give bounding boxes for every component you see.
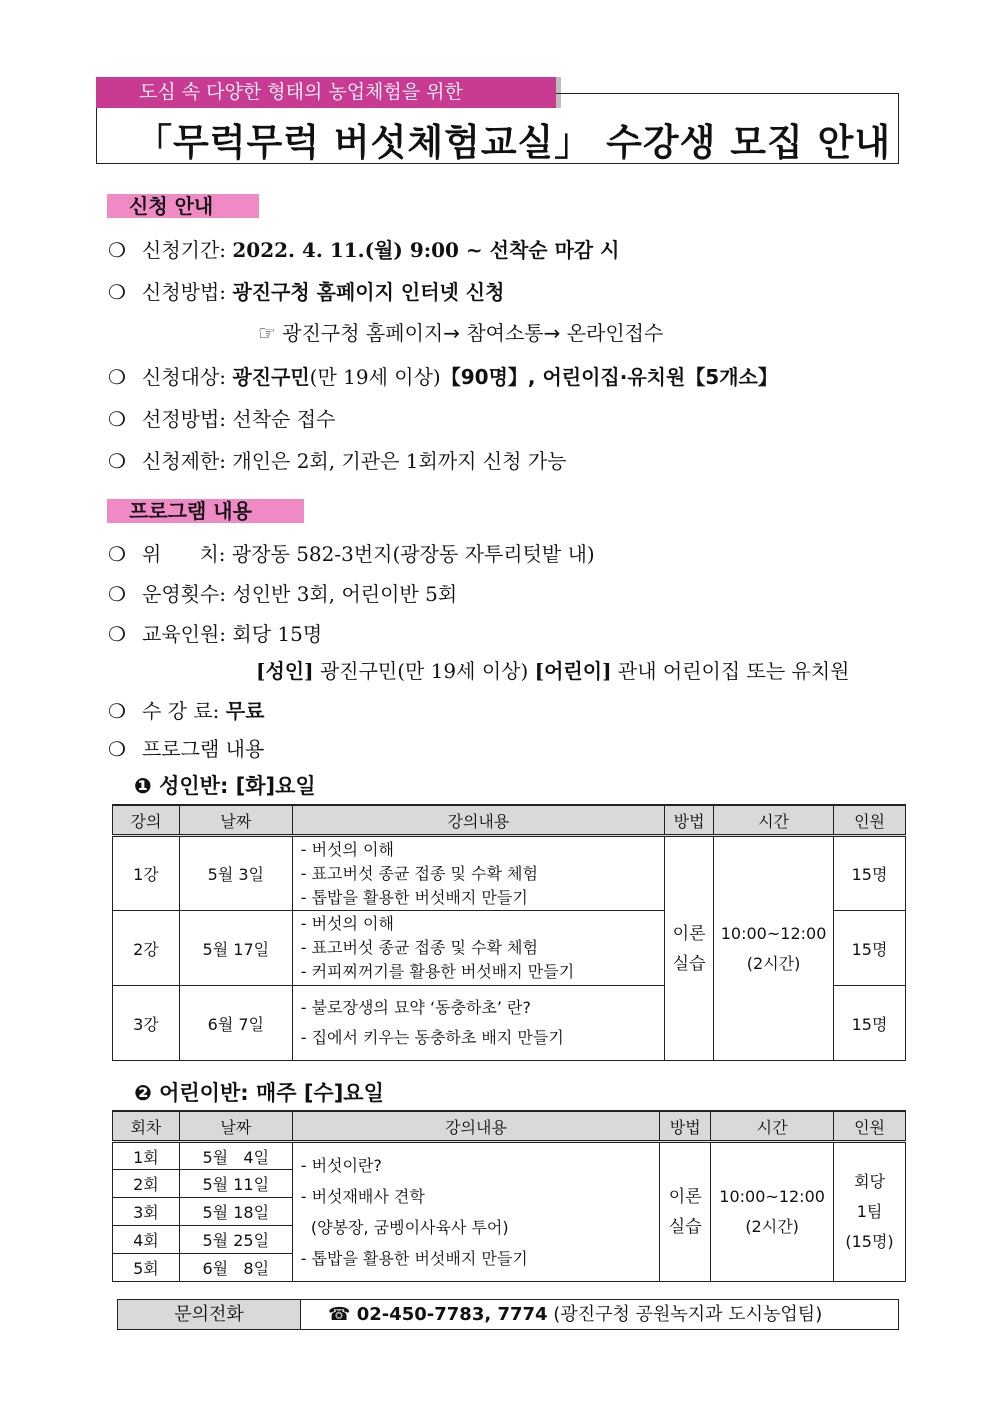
lecture-no: 3강 <box>113 986 180 1061</box>
fee-label: 수 강 료: <box>142 699 220 723</box>
lecture-no: 2강 <box>113 911 180 986</box>
people-line: (15명) <box>845 1232 894 1251</box>
section-apply-heading: 신청 안내 <box>107 194 259 218</box>
section-program-heading: 프로그램 내용 <box>107 499 304 523</box>
adult-class-table <box>112 804 906 1061</box>
lecture-date: 5월 17일 <box>179 911 292 986</box>
col-header: 방법 <box>665 805 714 836</box>
subtitle-banner: 도심 속 다양한 형태의 농업체험을 위한 <box>96 77 556 108</box>
child-class-table <box>112 1110 906 1282</box>
col-header: 날짜 <box>179 1111 292 1142</box>
child-class-heading: ❷ 어린이반: 매주 [수]요일 <box>134 1081 384 1105</box>
content-line: - 집에서 키우는 동충하초 배지 만들기 <box>300 1028 564 1047</box>
content-line: - 톱밥을 활용한 버섯배지 만들기 <box>300 887 528 907</box>
time-line: 10:00~12:00 <box>719 1187 825 1206</box>
apply-limit <box>108 445 566 474</box>
adult-tag: [성인] <box>256 659 314 683</box>
people-value: 회당 15명 <box>232 622 323 646</box>
content-line: - 톱밥을 활용한 버섯배지 만들기 <box>300 1249 528 1268</box>
session-time <box>711 1142 834 1282</box>
location-value: 광장동 582-3번지(광장동 자투리텃밭 내) <box>231 542 595 566</box>
select-value: 선착순 접수 <box>232 407 336 431</box>
session-no: 1회 <box>113 1142 180 1170</box>
program-people <box>108 618 322 647</box>
select-label: 선정방법: <box>142 407 227 431</box>
session-date: 5월 11일 <box>179 1170 292 1198</box>
apply-target <box>108 361 778 390</box>
contact-label: 문의전화 <box>118 1300 301 1329</box>
method-label: 신청방법: <box>142 280 227 304</box>
bullet-icon: ❍ <box>108 449 126 473</box>
period-value: 2022. 4. 11.(월) 9:00 ~ 선착순 마감 시 <box>232 238 620 262</box>
program-fee <box>108 695 264 724</box>
program-location <box>108 538 595 567</box>
bullet-icon: ❍ <box>108 280 126 304</box>
bullet-icon: ❍ <box>108 582 126 606</box>
session-content <box>292 1142 660 1282</box>
method-path: ☞ 광진구청 홈페이지→ 참여소통→ 온라인접수 <box>258 321 664 345</box>
apply-method <box>108 276 504 305</box>
bullet-icon: ❍ <box>108 238 126 262</box>
limit-value: 개인은 2회, 기관은 1회까지 신청 가능 <box>232 449 567 473</box>
content-line: - 버섯이란? <box>300 1156 382 1175</box>
time-line: (2시간) <box>745 1217 799 1236</box>
lecture-method <box>665 836 714 1061</box>
bullet-icon: ❍ <box>108 737 126 761</box>
session-no: 3회 <box>113 1198 180 1226</box>
session-date: 6월 8일 <box>179 1254 292 1282</box>
page-title: 「무럭무럭 버섯체험교실」 수강생 모집 안내 <box>135 121 892 164</box>
lecture-people: 15명 <box>834 911 906 986</box>
content-line: - 불로장생의 묘약 ‘동충하초’ 란? <box>300 998 531 1017</box>
time-line: (2시간) <box>746 953 801 973</box>
people-label: 교육인원: <box>142 622 227 646</box>
method-value: 광진구청 홈페이지 인터넷 신청 <box>232 280 505 304</box>
lecture-people: 15명 <box>834 986 906 1061</box>
col-header: 방법 <box>660 1111 711 1142</box>
period-label: 신청기간: <box>142 238 227 262</box>
apply-selection <box>108 403 335 432</box>
col-header: 강의 <box>113 805 180 836</box>
session-date: 5월 18일 <box>179 1198 292 1226</box>
count-value: 성인반 3회, 어린이반 5회 <box>232 582 458 606</box>
lecture-date: 6월 7일 <box>179 986 292 1061</box>
contact-dept: (광진구청 공원녹지과 도시농업팀) <box>553 1304 823 1325</box>
count-label: 운영횟수: <box>142 582 227 606</box>
target-quota: 【90명】, 어린이집·유치원【5개소】 <box>440 365 778 389</box>
lecture-no: 1강 <box>113 836 180 911</box>
table-row <box>113 1142 906 1170</box>
content-label: 프로그램 내용 <box>142 737 265 761</box>
session-no: 4회 <box>113 1226 180 1254</box>
child-desc: 관내 어린이집 또는 유치원 <box>617 659 850 683</box>
content-line: - 표고버섯 종균 접종 및 수확 체험 <box>300 938 538 957</box>
people-line: 회당 <box>854 1172 885 1191</box>
target-group: 광진구민 <box>232 365 310 389</box>
col-header: 회차 <box>113 1111 180 1142</box>
target-label: 신청대상: <box>142 365 227 389</box>
method-line: 실습 <box>672 953 706 974</box>
program-content <box>108 733 264 762</box>
bullet-icon: ❍ <box>108 699 126 723</box>
lecture-content <box>292 836 664 911</box>
people-line: 1팀 <box>856 1202 883 1221</box>
contact-phone[interactable]: ☎ 02-450-7783, 7774 <box>328 1304 548 1325</box>
col-header: 시간 <box>714 805 834 836</box>
session-people <box>834 1142 906 1282</box>
content-line: - 버섯의 이해 <box>300 914 394 933</box>
adult-class-heading: ❶ 성인반: [화]요일 <box>134 774 316 798</box>
fee-value: 무료 <box>225 699 265 723</box>
col-header: 강의내용 <box>292 1111 660 1142</box>
contact-value <box>328 1300 822 1329</box>
method-line: 이론 <box>672 923 706 944</box>
method-line: 실습 <box>668 1217 702 1237</box>
program-count <box>108 578 457 607</box>
apply-period <box>108 234 620 263</box>
session-date: 5월 25일 <box>179 1226 292 1254</box>
lecture-content <box>292 911 664 986</box>
table-row <box>113 836 906 911</box>
session-method <box>660 1142 711 1282</box>
method-line: 이론 <box>668 1187 702 1207</box>
content-line: - 버섯의 이해 <box>300 839 394 859</box>
content-line: - 표고버섯 종균 접종 및 수확 체험 <box>300 863 538 883</box>
time-line: 10:00~12:00 <box>720 923 827 943</box>
people-detail <box>256 655 849 684</box>
bullet-icon: ❍ <box>108 365 126 389</box>
lecture-content <box>292 986 664 1061</box>
col-header: 강의내용 <box>292 805 664 836</box>
child-tag: [어린이] <box>534 659 612 683</box>
bullet-icon: ❍ <box>108 622 126 646</box>
content-line: (양봉장, 굼벵이사육사 투어) <box>300 1218 509 1237</box>
bullet-icon: ❍ <box>108 407 126 431</box>
lecture-people: 15명 <box>834 836 906 911</box>
col-header: 인원 <box>834 1111 906 1142</box>
lecture-date: 5월 3일 <box>179 836 292 911</box>
target-age: (만 19세 이상) <box>309 365 441 389</box>
limit-label: 신청제한: <box>142 449 227 473</box>
session-no: 2회 <box>113 1170 180 1198</box>
lecture-time <box>714 836 834 1061</box>
bullet-icon: ❍ <box>108 542 126 566</box>
adult-desc: 광진구민(만 19세 이상) <box>319 659 529 683</box>
col-header: 날짜 <box>179 805 292 836</box>
session-no: 5회 <box>113 1254 180 1282</box>
contact-box <box>117 1299 899 1330</box>
content-line: - 버섯재배사 견학 <box>300 1187 425 1206</box>
location-label: 위 치: <box>142 542 226 566</box>
content-line: - 커피찌꺼기를 활용한 버섯배지 만들기 <box>300 962 575 981</box>
session-date: 5월 4일 <box>179 1142 292 1170</box>
col-header: 인원 <box>834 805 906 836</box>
col-header: 시간 <box>711 1111 834 1142</box>
